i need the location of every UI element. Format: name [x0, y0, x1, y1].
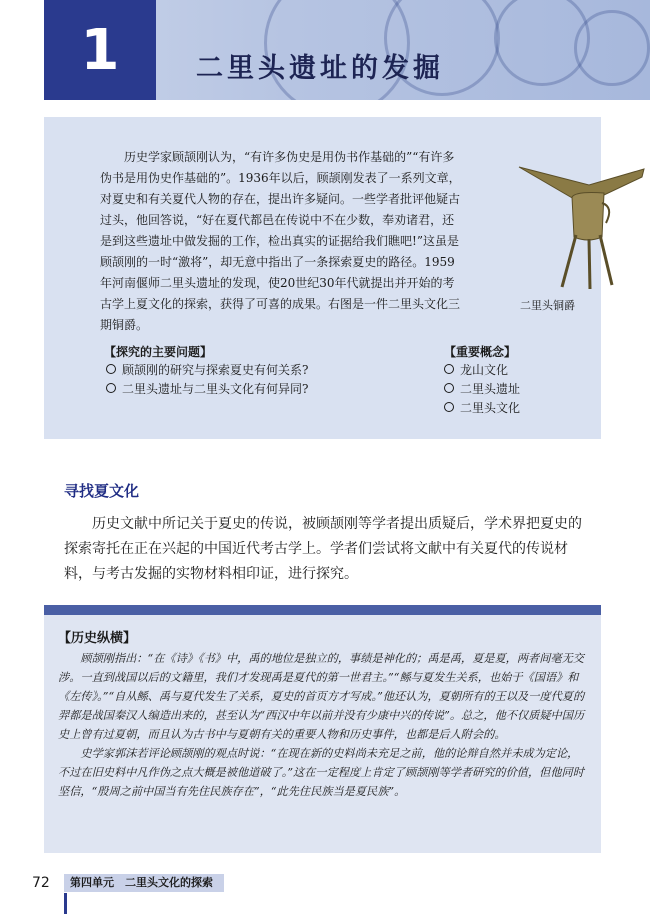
- intro-text: 历史学家顾颉刚认为，“有许多伪史是用伪书作基础的”“有许多伪书是用伪史作基础的”。1936年以后，顾颉刚发表了一系列文章，对夏史和有关夏代人物的存在，提出许多疑问。一些学者批评他疑古过头，他回答说，“好在夏代都邑在传说中不在少数，奉劝诸君，还是到这些遗址中做发掘的工作，检出真实的证据给我们瞧吧!”这虽是顾颉刚的一时“激将”，却无意中指出了一条探索夏史的路径。1959年河南偃师二里头遗址的发现，使20世纪30年代就提出并开始的考古学上夏文化的探索，获得了可喜的成果。右图是一件二里头文化三期铜爵。: [100, 150, 461, 332]
- concept-item: 二里头文化: [444, 399, 520, 418]
- intro-box: [44, 117, 601, 439]
- history-body: [58, 649, 586, 801]
- questions-heading: 【探究的主要问题】: [104, 345, 213, 359]
- chapter-number: 1: [44, 0, 156, 100]
- concepts-list: [444, 361, 520, 418]
- history-paragraph: 顾颉刚指出：“在《诗》《书》中，禹的地位是独立的，事绩是神化的；禹是禹，夏是夏，两者间毫无交涉。一直到战国以后的文籍里，我们才发现禹是夏代的第一世君主。”“鲧与夏发生关系，也始于《国语》和《左传》。”“自从鲧、禹与夏代发生了关系，夏史的首页方才写成。”他还认为，夏朝所有的王以及一度代夏的羿都是战国秦汉人编造出来的，甚至认为“西汉中年以前并没有少康中兴的传说”。总之，他不仅质疑中国历史上曾有过夏朝，而且认为古书中与夏朝有关的重要人物和历史事件，也都是后人附会的。: [58, 652, 585, 741]
- questions-list: [106, 361, 308, 399]
- footer-divider: [64, 893, 67, 914]
- circle-bullet-icon: [444, 364, 454, 374]
- history-paragraph: 史学家郭沫若评论顾颉刚的观点时说：“在现在新的史料尚未充足之前，他的论辩自然并未成为定论，不过在旧史料中凡作伪之点大概是被他道破了。”这在一定程度上肯定了顾颉刚等学者研究的价值，但他同时坚信，“殷周之前中国当有先住民族存在”，“此先住民族当是夏民族”。: [58, 747, 584, 798]
- concept-item: 龙山文化: [444, 361, 520, 380]
- section-paragraph: 历史文献中所记关于夏史的传说，被顾颉刚等学者提出质疑后，学术界把夏史的探索寄托在正在兴起的中国近代考古学上。学者们尝试将文献中有关夏代的传说材料，与考古发掘的实物材料相印证，进行探究。: [64, 516, 582, 582]
- question-item: 二里头遗址与二里头文化有何异同?: [106, 380, 308, 399]
- history-box: [44, 605, 601, 853]
- bronze-jue-image: [514, 147, 650, 297]
- circle-bullet-icon: [106, 364, 116, 374]
- circle-bullet-icon: [444, 402, 454, 412]
- image-caption: 二里头铜爵: [520, 299, 575, 312]
- history-heading: 【历史纵横】: [58, 631, 137, 646]
- unit-label: 第四单元 二里头文化的探索: [64, 874, 224, 892]
- section-title: 寻找夏文化: [64, 482, 140, 500]
- question-item: 顾颉刚的研究与探索夏史有何关系?: [106, 361, 308, 380]
- concept-item: 二里头遗址: [444, 380, 520, 399]
- chapter-title: 二里头遗址的发掘: [196, 53, 444, 84]
- concepts-heading: 【重要概念】: [444, 345, 517, 359]
- history-box-top-bar: [44, 605, 601, 615]
- page-number: 72: [32, 875, 50, 891]
- circle-bullet-icon: [106, 383, 116, 393]
- circle-bullet-icon: [444, 383, 454, 393]
